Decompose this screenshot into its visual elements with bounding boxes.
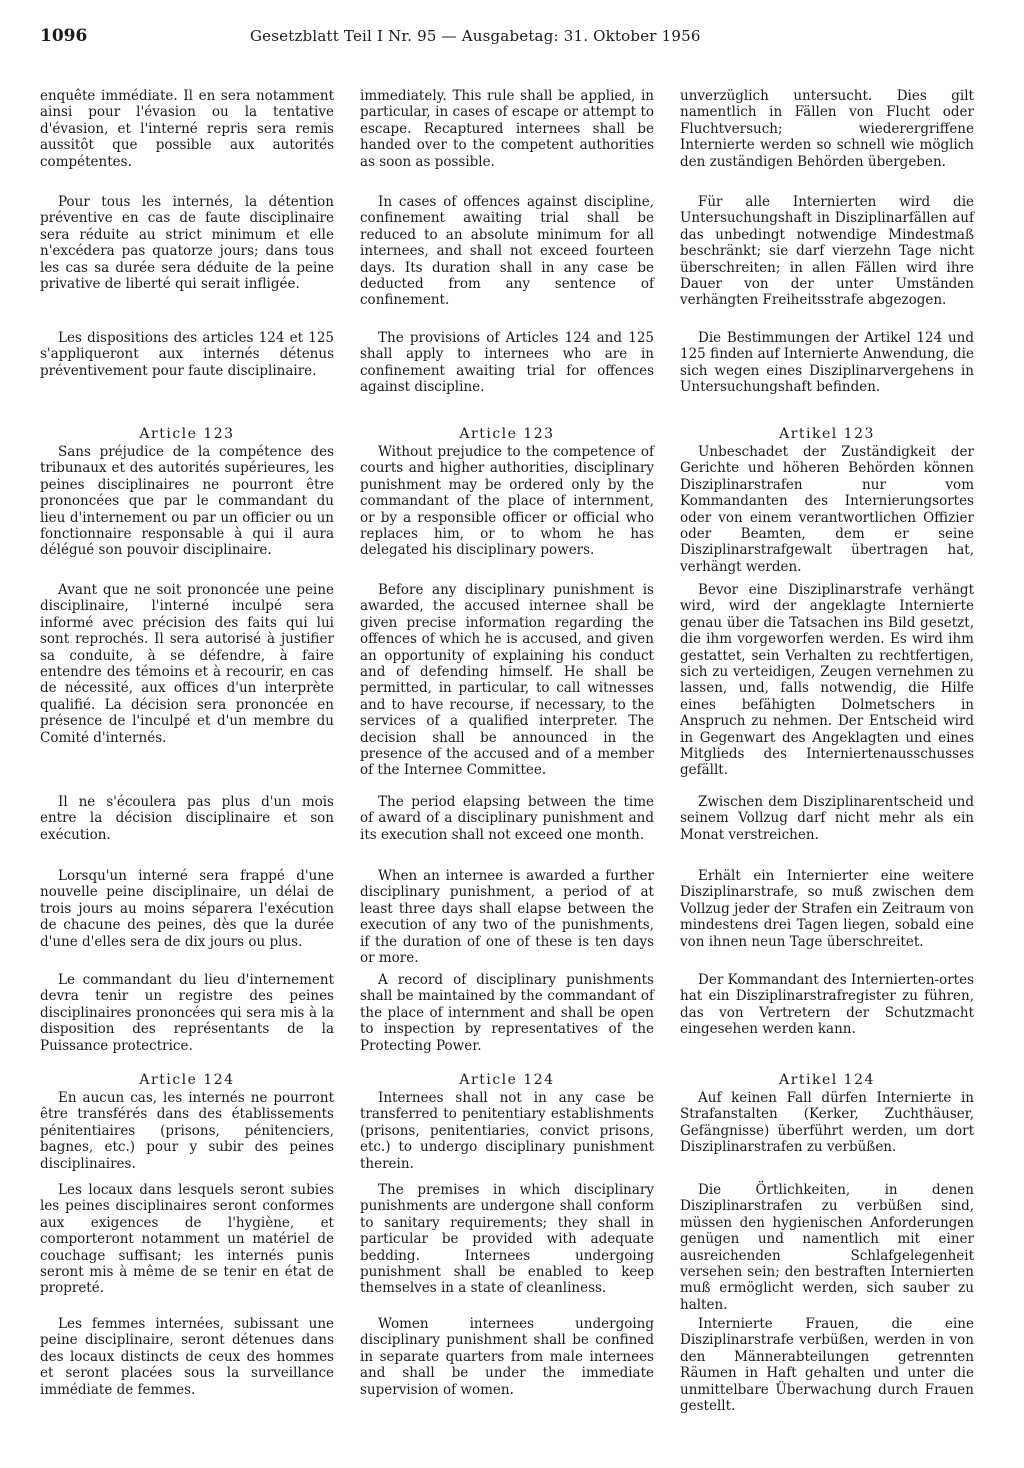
article-123-paragraph-1: Sans préjudice de la compétence des tribunaux et des autorités supérieures, les peines disciplinaires ne pourront être prononcées que par le commandant du lieu d'internement ou par un officier ou un fonctionnaire responsable à qui il aura délégué son pouvoir disciplinaire. (40, 444, 334, 559)
article-123-paragraph-5: Der Kommandant des Internierten-ortes hat ein Disziplinarstrafregister zu führen, das von Vertretern der Schutzmacht eingesehen werden kann. (680, 972, 974, 1038)
article-124-paragraph-2: Die Örtlichkeiten, in denen Disziplinarstrafen zu verbüßen sind, müssen den hygienischen Anforderungen genügen und namentlich mit einer ausreichenden Schlafgelegenheit versehen sein; den bestraften Internierten muß ermöglicht werden, sich sauber zu halten. (680, 1182, 974, 1313)
article-123-paragraph-2: Avant que ne soit prononcée une peine disciplinaire, l'interné inculpé sera informé avec précision des faits qui lui sont reprochés. Il sera autorisé à justifier sa conduite, à se défendre, à faire entendre des témoins et à recourir, en cas de nécessité, aux offices d'un interprète qualifié. La décision sera prononcée en présence de l'inculpé et d'un membre du Comité d'internés. (40, 582, 334, 746)
article-124-paragraph-1: Auf keinen Fall dürfen Internierte in Strafanstalten (Kerker, Zuchthäuser, Gefängnisse) überführt werden, um dort Disziplinarstrafen zu verbüßen. (680, 1090, 974, 1156)
article-123-heading: Article 123 (459, 426, 555, 442)
article-123-paragraph-1: Without prejudice to the competence of courts and higher authorities, disciplinary punishment may be ordered only by the commandant of the place of internment, or by a responsible officer or official who replaces him, or to whom he has delegated his disciplinary powers. (360, 444, 654, 559)
article-123-paragraph-4: Erhält ein Internierter eine weitere Disziplinarstrafe, so muß zwischen dem Vollzug jeder der Strafen ein Zeitraum von mindestens drei Tagen liegen, sobald eine von ihnen neun Tage überschreitet. (680, 868, 974, 950)
article-123-paragraph-3: The period elapsing between the time of award of a disciplinary punishment and its execution shall not exceed one month. (360, 794, 654, 843)
article-124-paragraph-3: Les femmes internées, subissant une peine disciplinaire, seront détenues dans des locaux distincts de ceux des hommes et seront placées sous la surveillance immédiate de femmes. (40, 1316, 334, 1398)
article-124-paragraph-3: Women internees undergoing disciplinary punishment shall be confined in separate quarters from male internees and shall be under the immediate supervision of women. (360, 1316, 654, 1398)
article-123-paragraph-5: Le commandant du lieu d'internement devra tenir un registre des peines disciplinaires prononcées qui sera mis à la disposition des représentants de la Puissance protectrice. (40, 972, 334, 1054)
article-123-paragraph-3: Il ne s'écoulera pas plus d'un mois entre la décision disciplinaire et son exécution. (40, 794, 334, 843)
article-123-paragraph-3: Zwischen dem Disziplinarentscheid und seinem Vollzug darf nicht mehr als ein Monat verstreichen. (680, 794, 974, 843)
detention-paragraph: Für alle Internierten wird die Untersuchungshaft in Disziplinarfällen auf das unbedingt notwendige Mindestmaß beschränkt; sie darf vierzehn Tage nicht überschreiten; in allen Fällen wird ihre Dauer von der unter Umständen verhängten Freiheitsstrafe abgezogen. (680, 194, 974, 309)
detention-paragraph: In cases of offences against discipline, confinement awaiting trial shall be reduced to an absolute minimum for all internees, and shall not exceed fourteen days. Its duration shall in any case be deducted from any sentence of confinement. (360, 194, 654, 309)
page-number: 1096 (40, 26, 88, 46)
article-123-paragraph-2: Before any disciplinary punishment is awarded, the accused internee shall be given precise information regarding the offences of which he is accused, and given an opportunity of explaining his conduct and of defending himself. He shall be permitted, in particular, to call witnesses and to have recourse, if necessary, to the services of a qualified interpreter. The decision shall be announced in the presence of the accused and of a member of the Internee Committee. (360, 582, 654, 779)
article-123-paragraph-5: A record of disciplinary punishments shall be maintained by the commandant of the place of internment and shall be open to inspection by representatives of the Protecting Power. (360, 972, 654, 1054)
article-124-heading: Article 124 (139, 1072, 235, 1088)
article-123-paragraph-4: When an internee is awarded a further disciplinary punishment, a period of at least three days shall elapse between the execution of any two of the punishments, if the duration of one of these is ten days or more. (360, 868, 654, 967)
detention-paragraph: Pour tous les internés, la détention préventive en cas de faute disciplinaire sera réduite au strict minimum et elle n'excédera pas quatorze jours; dans tous les cas sa durée sera déduite de la peine privative de liberté qui serait infligée. (40, 194, 334, 293)
intro-paragraph: unverzüglich untersucht. Dies gilt namentlich in Fällen von Flucht oder Fluchtversuch; wiederergriffene Internierte werden so schnell wie möglich den zuständigen Behörden übergeben. (680, 88, 974, 170)
article-123-heading: Article 123 (139, 426, 235, 442)
dispositions-paragraph: Les dispositions des articles 124 et 125 s'appliqueront aux internés détenus préventivement pour faute disciplinaire. (40, 330, 334, 379)
article-124-heading: Artikel 124 (779, 1072, 875, 1088)
article-124-paragraph-1: En aucun cas, les internés ne pourront être transférés dans des établissements pénitentiaires (prisons, pénitenciers, bagnes, etc.) pour y subir des peines disciplinaires. (40, 1090, 334, 1172)
article-123-heading: Artikel 123 (779, 426, 875, 442)
article-124-paragraph-3: Internierte Frauen, die eine Disziplinarstrafe verbüßen, werden in von den Männerabteilungen getrennten Räumen in Haft gehalten und unter die unmittelbare Überwachung durch Frauen gestellt. (680, 1316, 974, 1415)
article-124-paragraph-2: The premises in which disciplinary punishments are undergone shall conform to sanitary requirements; they shall in particular be provided with adequate bedding. Internees undergoing punishment shall be enabled to keep themselves in a state of cleanliness. (360, 1182, 654, 1297)
text-columns (40, 88, 984, 1448)
article-124-paragraph-1: Internees shall not in any case be transferred to penitentiary establishments (prisons, penitentiaries, convict prisons, etc.) to undergo disciplinary punishment therein. (360, 1090, 654, 1172)
article-123-paragraph-4: Lorsqu'un interné sera frappé d'une nouvelle peine disciplinaire, un délai de trois jours au moins séparera l'exécution de chacune des peines, dès que la durée d'une d'elles sera de dix jours ou plus. (40, 868, 334, 950)
dispositions-paragraph: The provisions of Articles 124 and 125 shall apply to internees who are in confinement awaiting trial for offences against discipline. (360, 330, 654, 396)
article-123-paragraph-1: Unbeschadet der Zuständigkeit der Gerichte und höheren Behörden können Disziplinarstrafen nur vom Kommandanten des Internierungsortes oder von einem verantwortlichen Offizier oder Beamten, dem er seine Disziplinarstrafgewalt übertragen hat, verhängt werden. (680, 444, 974, 575)
dispositions-paragraph: Die Bestimmungen der Artikel 124 und 125 finden auf Internierte Anwendung, die sich wegen eines Disziplinarvergehens in Untersuchungshaft befinden. (680, 330, 974, 396)
page-header (40, 24, 984, 48)
intro-paragraph: immediately. This rule shall be applied, in particular, in cases of escape or attempt to escape. Recaptured internees shall be handed over to the competent authorities as soon as possible. (360, 88, 654, 170)
article-123-paragraph-2: Bevor eine Disziplinarstrafe verhängt wird, wird der angeklagte Internierte genau über die Tatsachen ins Bild gesetzt, die ihm vorgeworfen werden. Es wird ihm gestattet, sein Verhalten zu rechtfertigen, sich zu verteidigen, Zeugen vernehmen zu lassen, und, falls notwendig, die Hilfe eines befähigten Dolmetschers in Anspruch zu nehmen. Der Entscheid wird in Gegenwart des Angeklagten und eines Mitglieds des Interniertenausschusses gefällt. (680, 582, 974, 779)
article-124-paragraph-2: Les locaux dans lesquels seront subies les peines disciplinaires seront conformes aux exigences de l'hygiène, et comporteront notamment un matériel de couchage suffisant; les internés punis seront mis à même de se tenir en état de propreté. (40, 1182, 334, 1297)
article-124-heading: Article 124 (459, 1072, 555, 1088)
intro-paragraph: enquête immédiate. Il en sera notamment ainsi pour l'évasion ou la tentative d'évasion, et l'interné repris sera remis aussitôt que possible aux autorités compétentes. (40, 88, 334, 170)
running-head: Gesetzblatt Teil I Nr. 95 — Ausgabetag: 31. Oktober 1956 (250, 27, 701, 45)
